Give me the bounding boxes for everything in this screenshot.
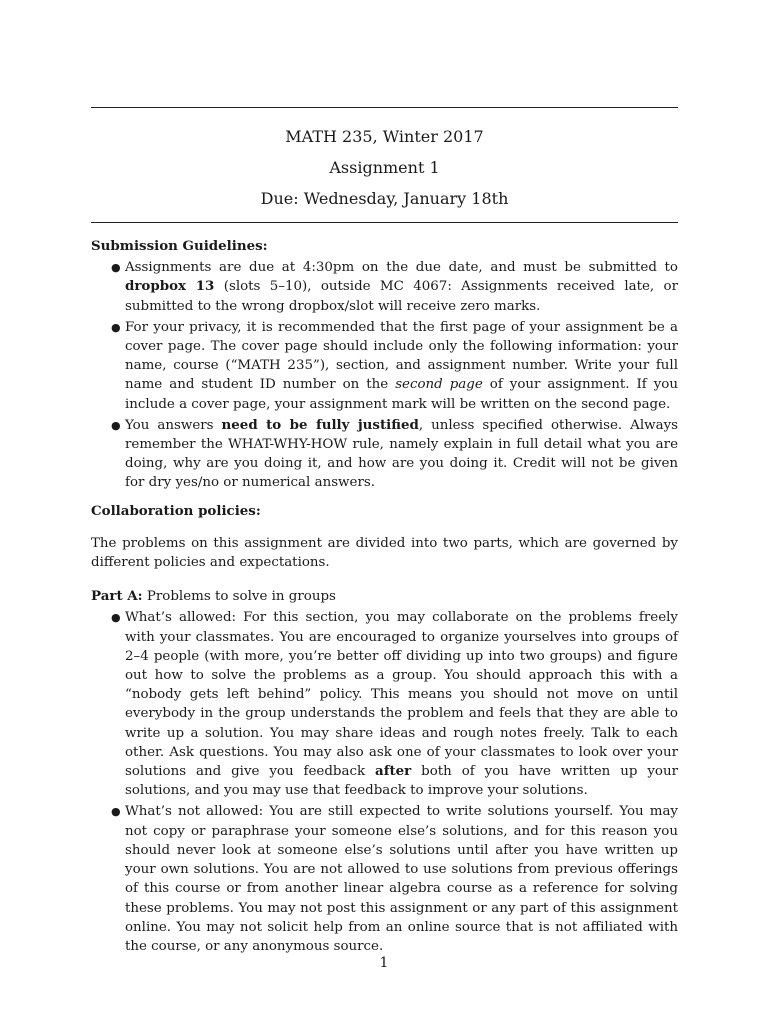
due-date: Due: Wednesday, January 18th (260, 189, 509, 208)
top-rule (91, 107, 678, 108)
second-page-emphasis: second page (395, 377, 483, 393)
bullet-icon: ● (111, 320, 121, 334)
bullet-icon: ● (111, 611, 121, 625)
bullet-icon: ● (111, 261, 121, 275)
fully-justified-emphasis: need to be fully justified (221, 416, 419, 433)
part-a-list (91, 608, 678, 956)
document-body (91, 237, 678, 956)
submission-guidelines-list (91, 258, 678, 492)
list-item: ● For your privacy, it is recommended that the first page of your assignment be a cover page. The cover page should include only the following information: your name, course (“MATH 235”), section, and assignment number. Write your full name and student ID number on the second page of your assignment. If you include a cover page, your assignment mark will be written on the second page. (111, 319, 678, 412)
list-item: ● You answers need to be fully justified, unless specified otherwise. Always remember the WHAT-WHY-HOW rule, namely explain in full detail what you are doing, why are you doing it, and how are you doing it. Credit will not be given for dry yes/no or numerical answers. (111, 416, 679, 491)
page-number: 1 (379, 955, 389, 971)
list-item: ● What’s allowed: For this section, you may collaborate on the problems freely with your classmates. You are encouraged to organize yourselves into groups of 2–4 people (with more, you’re better off dividing up into two groups) and figure out how to solve the problems as a group. You should approach this with a “nobody gets left behind” policy. This means you should not move on until everybody in the group understands the problem and feels that they are able to write up a solution. You may share ideas and rough notes freely. Talk to each other. Ask questions. You may also ask one of your classmates to look over your solutions and give you feedback after both of you have written up your solutions, and you may use that feedback to improve your solutions. (111, 610, 678, 799)
list-item: ● What’s not allowed: You are still expected to write solutions yourself. You may not copy or paraphrase your someone else’s solutions, and for this reason you should never look at someone else’s solutions until after you have written up your own solutions. You are not allowed to use solutions from previous offerings of this course or from another linear algebra course as a reference for solving these problems. You may not post this assignment or any part of this assignment online. You may not solicit help from an online source that is not affiliated with the course, or any anonymous source. (111, 804, 678, 954)
after-emphasis: after (375, 763, 412, 780)
assignment-title: Assignment 1 (329, 158, 440, 177)
bullet-icon: ● (111, 418, 121, 432)
course-title: MATH 235, Winter 2017 (285, 127, 484, 146)
submission-guidelines-heading: Submission Guidelines: (91, 238, 268, 254)
collaboration-policies-heading: Collaboration policies: (91, 502, 261, 519)
list-item: ● Assignments are due at 4:30pm on the due date, and must be submitted to dropbox 13 (slots 5–10), outside MC 4067: Assignments received late, or submitted to the wrong dropbox/slot will receive zero marks. (111, 260, 678, 314)
part-a-heading: Part A: Problems to solve in groups (91, 588, 336, 605)
dropbox-number: dropbox 13 (125, 278, 215, 295)
collaboration-intro: The problems on this assignment are divided into two parts, which are governed by different policies and expectations. (91, 535, 678, 571)
bottom-rule (91, 222, 678, 223)
bullet-icon: ● (111, 805, 121, 819)
